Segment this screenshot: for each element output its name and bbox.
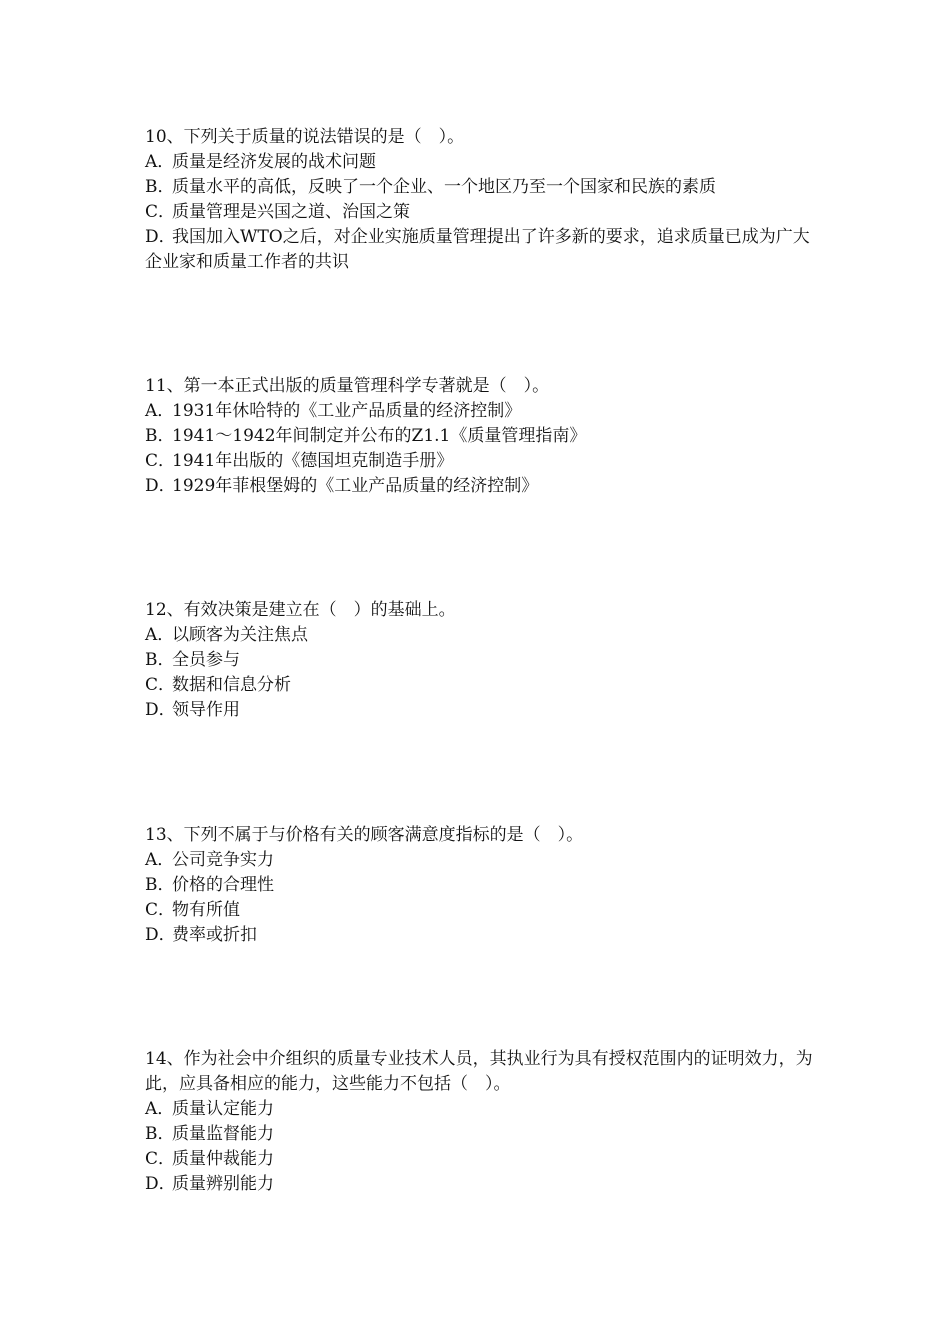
option-text: 质量水平的高低，反映了一个企业、一个地区乃至一个国家和民族的素质 xyxy=(172,177,716,197)
option-text: 质量是经济发展的战术问题 xyxy=(172,152,376,172)
option-d xyxy=(145,1172,815,1197)
question-stem: 10、下列关于质量的说法错误的是（ ）。 xyxy=(145,127,465,147)
option-a xyxy=(145,150,815,175)
option-letter: D． xyxy=(145,227,176,247)
option-text: 1941～1942年间制定并公布的Z1.1《质量管理指南》 xyxy=(172,426,587,446)
question-10 xyxy=(145,125,815,275)
option-b xyxy=(145,648,815,673)
option-text: 领导作用 xyxy=(172,700,240,720)
option-c xyxy=(145,898,815,923)
option-c xyxy=(145,200,815,225)
option-letter: B． xyxy=(145,177,175,197)
option-text: 价格的合理性 xyxy=(172,875,274,895)
option-text: 公司竞争实力 xyxy=(172,850,274,870)
option-a xyxy=(145,1097,815,1122)
option-letter: A． xyxy=(145,401,175,421)
option-letter: C． xyxy=(145,1149,176,1169)
option-text: 1929年菲根堡姆的《工业产品质量的经济控制》 xyxy=(172,476,539,496)
question-12 xyxy=(145,598,815,723)
option-letter: C． xyxy=(145,900,176,920)
option-letter: B． xyxy=(145,1124,175,1144)
option-a xyxy=(145,399,815,424)
option-c xyxy=(145,1147,815,1172)
option-letter: D． xyxy=(145,925,176,945)
option-d xyxy=(145,923,815,948)
option-letter: A． xyxy=(145,850,175,870)
option-letter: A． xyxy=(145,1099,175,1119)
option-text: 费率或折扣 xyxy=(172,925,257,945)
option-b xyxy=(145,175,815,200)
option-letter: C． xyxy=(145,202,176,222)
option-letter: B． xyxy=(145,875,175,895)
option-text: 我国加入WTO之后，对企业实施质量管理提出了许多新的要求，追求质量已成为广大企业家和质量工作者的共识 xyxy=(145,227,810,272)
option-c xyxy=(145,449,815,474)
option-letter: D． xyxy=(145,1174,176,1194)
option-text: 数据和信息分析 xyxy=(172,675,291,695)
option-text: 物有所值 xyxy=(172,900,240,920)
option-letter: A． xyxy=(145,625,175,645)
option-text: 1931年休哈特的《工业产品质量的经济控制》 xyxy=(172,401,522,421)
question-stem: 13、下列不属于与价格有关的顾客满意度指标的是（ ）。 xyxy=(145,825,584,845)
question-14 xyxy=(145,1047,815,1197)
option-text: 质量监督能力 xyxy=(172,1124,274,1144)
option-text: 质量仲裁能力 xyxy=(172,1149,274,1169)
option-a xyxy=(145,848,815,873)
option-letter: B． xyxy=(145,650,175,670)
question-stem: 12、有效决策是建立在（ ）的基础上。 xyxy=(145,600,456,620)
question-11 xyxy=(145,374,815,499)
option-letter: D． xyxy=(145,700,176,720)
option-text: 以顾客为关注焦点 xyxy=(172,625,308,645)
option-letter: A． xyxy=(145,152,175,172)
option-d xyxy=(145,225,815,275)
option-letter: C． xyxy=(145,675,176,695)
option-letter: C． xyxy=(145,451,176,471)
option-b xyxy=(145,424,815,449)
question-stem: 14、作为社会中介组织的质量专业技术人员，其执业行为具有授权范围内的证明效力，为此，应具备相应的能力，这些能力不包括（ ）。 xyxy=(145,1049,813,1094)
option-d xyxy=(145,698,815,723)
question-13 xyxy=(145,823,815,948)
question-stem: 11、第一本正式出版的质量管理科学专著就是（ ）。 xyxy=(145,376,550,396)
option-letter: B． xyxy=(145,426,175,446)
option-b xyxy=(145,873,815,898)
option-text: 1941年出版的《德国坦克制造手册》 xyxy=(172,451,454,471)
option-text: 质量认定能力 xyxy=(172,1099,274,1119)
option-c xyxy=(145,673,815,698)
option-a xyxy=(145,623,815,648)
option-letter: D． xyxy=(145,476,176,496)
option-text: 全员参与 xyxy=(172,650,240,670)
option-b xyxy=(145,1122,815,1147)
option-text: 质量辨别能力 xyxy=(172,1174,274,1194)
option-d xyxy=(145,474,815,499)
option-text: 质量管理是兴国之道、治国之策 xyxy=(172,202,410,222)
